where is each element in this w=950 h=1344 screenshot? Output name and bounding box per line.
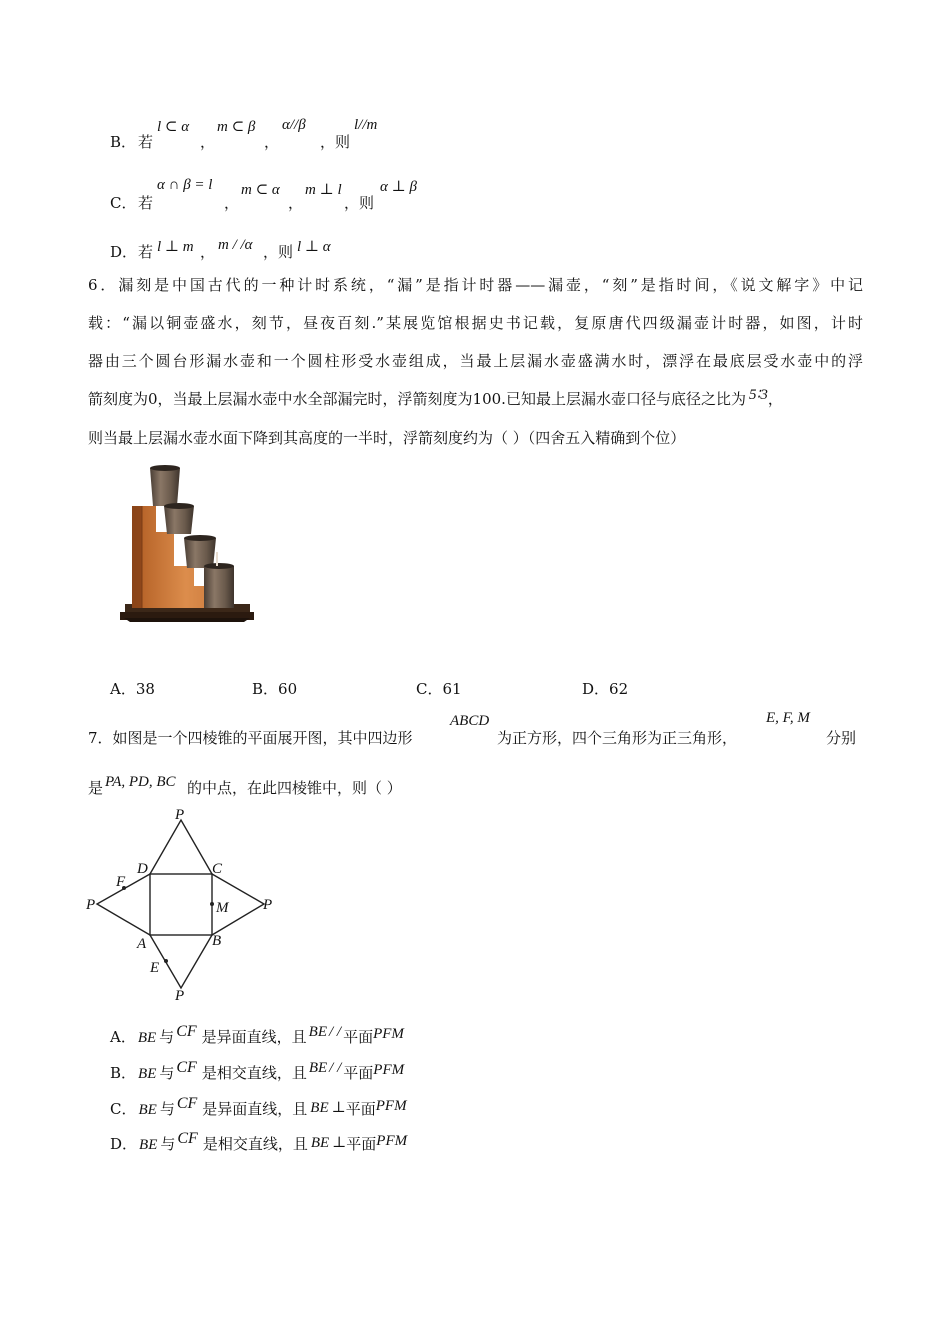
option-label: B． (110, 133, 137, 151)
text: 平面 (343, 1028, 374, 1046)
math: PFM (373, 1062, 405, 1078)
option-a (110, 678, 155, 699)
text: ，则 (320, 133, 351, 151)
text: ， (288, 194, 304, 212)
text: 若 (138, 243, 154, 261)
text: 为正方形，四个三角形为正三角形， (497, 729, 738, 747)
q7-option-a (110, 1023, 404, 1047)
label-e: E (150, 960, 160, 976)
label-p-bottom: P (175, 988, 185, 1004)
math: m ⊂ β (217, 119, 256, 135)
math: ⊥ (332, 1135, 347, 1151)
math: BE (310, 1135, 330, 1151)
option-d (582, 678, 628, 699)
math: α ⊥ β (380, 179, 417, 195)
option-value: 38 (135, 680, 155, 698)
math: CF (176, 1023, 197, 1040)
math: m ⊥ l (305, 182, 342, 198)
text: ，则 (263, 243, 294, 261)
text: 是异面直线，且 (202, 1100, 308, 1118)
option-c (416, 678, 462, 699)
math: l ⊥ m (157, 239, 194, 255)
text: ， (224, 194, 240, 212)
math: ⊥ (331, 1100, 346, 1116)
option-value: 61 (442, 680, 462, 698)
math: BE (308, 1024, 327, 1040)
text: ， (200, 133, 216, 151)
text: 7．如图是一个四棱锥的平面展开图，其中四边形 (88, 729, 413, 747)
text: 若 (138, 194, 154, 212)
option-label: B． (110, 1064, 137, 1082)
text: 与 (159, 1100, 175, 1118)
math: CF (176, 1095, 198, 1112)
label-a: A (137, 936, 147, 952)
math: CF (177, 1130, 198, 1147)
math: / / (329, 1060, 342, 1076)
math: E, F, M (766, 710, 810, 726)
text: ， (767, 390, 783, 408)
math: PFM (375, 1098, 407, 1114)
q6-line: 6．漏刻是中国古代的一种计时系统，“漏”是指计时器——漏壶，“刻”是指时间，《说文解字》中记 (88, 276, 863, 294)
math: PFM (373, 1026, 404, 1042)
text: 是 (88, 779, 104, 797)
math: BE (139, 1137, 158, 1153)
q6-line: 载：“漏以铜壶盛水，刻节，昼夜百刻.”某展览馆根据史书记载，复原唐代四级漏壶计时器，如图，计时 (88, 314, 863, 332)
math: BE (138, 1066, 157, 1082)
q6-line: 则当最上层漏水壶水面下降到其高度的一半时，浮箭刻度约为（ ）（四舍五入精确到个位） (88, 429, 686, 447)
text: 与 (159, 1064, 175, 1082)
text: 是异面直线，且 (201, 1028, 307, 1046)
text: 平面 (345, 1100, 376, 1118)
point-m (210, 902, 214, 906)
label-p-right: P (263, 897, 273, 913)
text: ， (264, 133, 280, 151)
q6-line-ratio (88, 380, 863, 419)
text: 若 (138, 133, 154, 151)
math: l//m (354, 117, 378, 133)
text: 与 (159, 1028, 175, 1046)
text: 的中点，在此四棱锥中，则（ ） (187, 779, 402, 797)
option-label: C． (416, 680, 443, 698)
math: PA, PD, BC (105, 774, 176, 790)
math: ABCD (450, 713, 490, 729)
q6-line: 器由三个圆台形漏水壶和一个圆柱形受水壶组成，当最上层漏水壶盛满水时，漂浮在最底层受水壶中的浮 (88, 352, 863, 370)
math: CF (176, 1059, 197, 1076)
pyramid-net-diagram (80, 800, 290, 1010)
option-label: D． (582, 680, 610, 698)
option-value: 62 (609, 680, 629, 698)
text: 平面 (346, 1135, 377, 1153)
label-c: C (212, 861, 223, 877)
ratio-math: 5∶3 (748, 387, 768, 403)
q7-option-c (110, 1095, 407, 1119)
math: m ⊂ α (241, 182, 280, 198)
q7-option-b (110, 1059, 405, 1083)
option-label: B． (252, 680, 279, 698)
math: m / /α (218, 237, 253, 253)
math: BE (138, 1102, 157, 1118)
math: BE (308, 1060, 328, 1076)
text: 与 (160, 1135, 176, 1153)
option-label: C． (110, 194, 137, 212)
point-e (164, 959, 168, 963)
option-label: D． (110, 243, 138, 261)
option-label: A． (110, 680, 136, 698)
math: l ⊂ α (157, 119, 190, 135)
label-p-left: P (86, 897, 96, 913)
label-p-top: P (175, 807, 185, 823)
text: 分别 (826, 729, 857, 747)
option-label: D． (110, 1135, 138, 1153)
text: 是相交直线，且 (201, 1064, 307, 1082)
math: / / (328, 1024, 342, 1040)
text: 平面 (343, 1064, 374, 1082)
option-b (252, 678, 297, 699)
label-f: F (116, 874, 126, 890)
math: l ⊥ α (297, 239, 331, 255)
text: 是相交直线，且 (202, 1135, 308, 1153)
text: ， (200, 243, 216, 261)
q7-option-d (110, 1130, 408, 1154)
math: BE (310, 1100, 329, 1116)
math: PFM (376, 1133, 408, 1149)
text: ，则 (344, 194, 375, 212)
option-value: 60 (278, 680, 298, 698)
label-d: D (137, 861, 148, 877)
clepsydra-image (120, 462, 255, 632)
math: α//β (282, 117, 306, 133)
math: α ∩ β = l (157, 177, 213, 193)
q6-stem (88, 266, 863, 457)
option-label: C． (110, 1100, 137, 1118)
label-m: M (216, 900, 229, 916)
math: BE (137, 1030, 157, 1046)
option-label: A． (110, 1028, 136, 1046)
q6-line: 箭刻度为0，当最上层漏水壶中水全部漏完时，浮箭刻度为100.已知最上层漏水壶口径与底径之比为 (88, 390, 746, 408)
label-b: B (212, 933, 222, 949)
